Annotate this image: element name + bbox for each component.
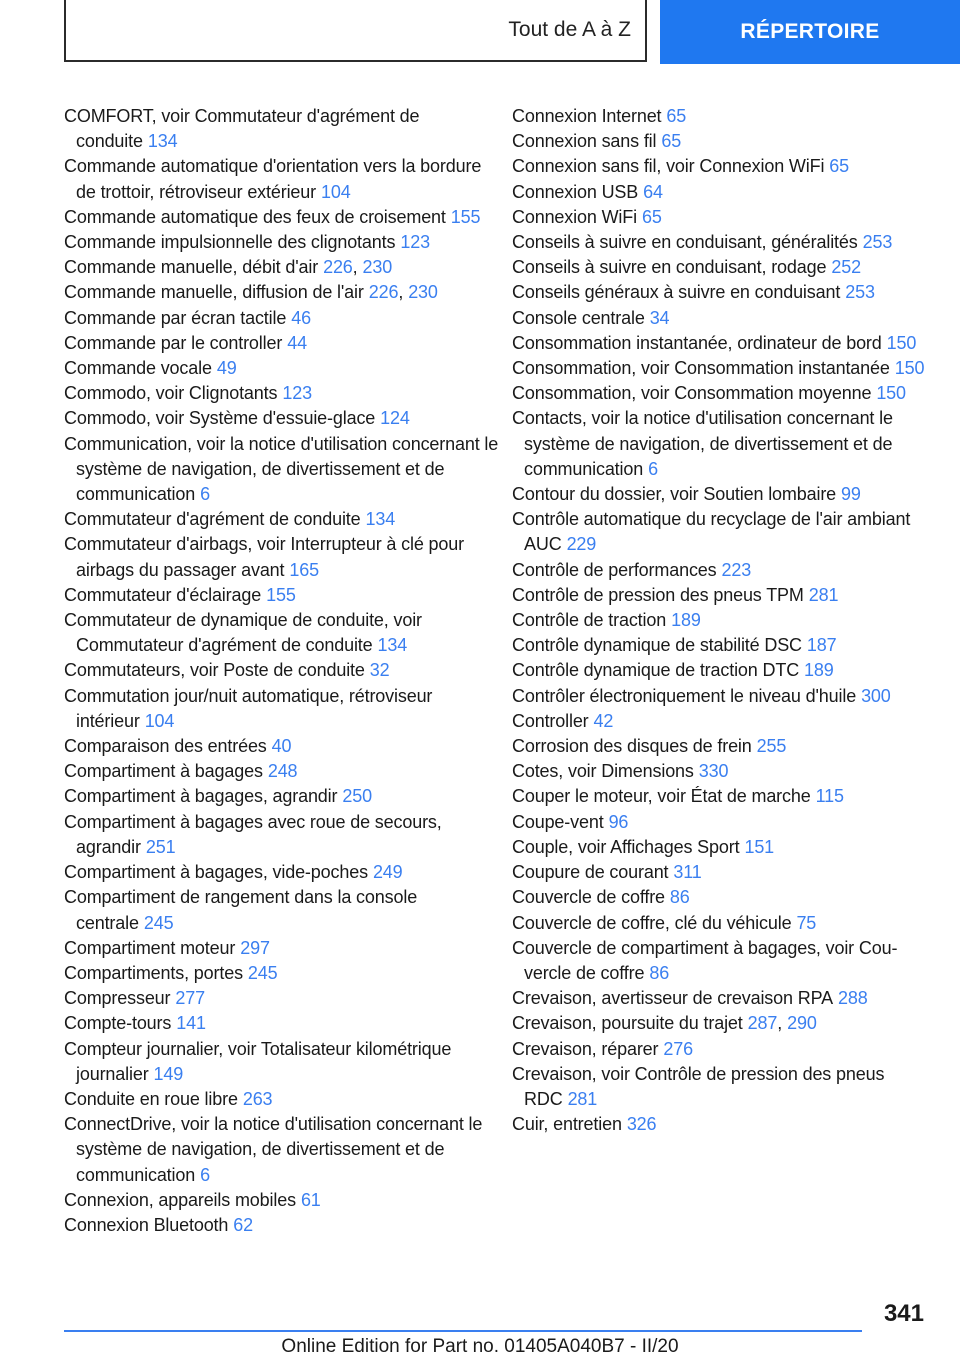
edition-text: Online Edition for Part no. 01405A040B7 - II/20 bbox=[281, 1336, 679, 1357]
index-entry bbox=[64, 1087, 504, 1112]
index-entry bbox=[64, 1188, 504, 1213]
page-link[interactable]: 64 bbox=[643, 181, 663, 202]
page-link[interactable]: 86 bbox=[649, 962, 670, 983]
page-link[interactable]: 149 bbox=[153, 1063, 184, 1084]
footer-edition bbox=[0, 1336, 960, 1358]
index-entry-text: Conseils à suivre en conduisant, rodage bbox=[512, 257, 827, 278]
page-link[interactable]: 330 bbox=[698, 761, 729, 782]
index-entry-text: Commande vocale bbox=[64, 358, 212, 379]
page-link[interactable]: 134 bbox=[365, 509, 396, 530]
index-entry-text: Commutateur d'éclairage bbox=[64, 584, 262, 605]
page-link[interactable]: 62 bbox=[233, 1214, 254, 1235]
index-entry-text: Contrôle de pression des pneus TPM bbox=[512, 584, 804, 605]
index-entry bbox=[512, 860, 932, 885]
page-link[interactable]: 65 bbox=[661, 131, 682, 152]
index-entry bbox=[64, 885, 504, 935]
page-link[interactable]: 251 bbox=[145, 836, 176, 857]
page-link[interactable]: 249 bbox=[372, 862, 403, 883]
index-entry bbox=[512, 784, 932, 809]
index-entry bbox=[512, 810, 932, 835]
page-link[interactable]: 226 bbox=[368, 282, 399, 303]
index-entry-text: Commutateur de dynamique de conduite, voir Commutateur d'agrément de conduite bbox=[64, 610, 422, 656]
page-link[interactable]: 297 bbox=[240, 937, 270, 958]
index-entry-text: Connexion Internet bbox=[512, 106, 662, 126]
index-entry bbox=[64, 986, 504, 1011]
page-link[interactable]: 226 bbox=[323, 257, 353, 278]
index-entry bbox=[512, 1062, 932, 1112]
index-entry bbox=[512, 709, 932, 734]
index-entry bbox=[64, 280, 504, 305]
page-link[interactable]: 86 bbox=[669, 887, 690, 908]
index-column-left bbox=[64, 104, 504, 1238]
index-entry bbox=[64, 1037, 504, 1087]
page-link[interactable]: 44 bbox=[287, 332, 307, 353]
index-entry bbox=[512, 356, 932, 381]
page-link[interactable]: 300 bbox=[861, 685, 891, 706]
page-link[interactable]: 281 bbox=[808, 584, 839, 605]
index-entry-text: Connexion sans fil, voir Connexion WiFi bbox=[512, 156, 825, 177]
header-tabs bbox=[64, 0, 960, 64]
page-link[interactable]: 245 bbox=[143, 912, 174, 933]
index-entry-text: Commande par écran tactile bbox=[64, 307, 287, 328]
page-link[interactable]: 141 bbox=[176, 1013, 206, 1034]
page-link[interactable]: 311 bbox=[673, 862, 702, 883]
page-link[interactable]: 255 bbox=[756, 736, 787, 757]
page-link[interactable]: 263 bbox=[242, 1088, 273, 1109]
page-link[interactable]: 189 bbox=[671, 610, 701, 631]
page-link[interactable]: 6 bbox=[648, 458, 658, 479]
page-link[interactable]: 104 bbox=[144, 710, 175, 731]
index-entry-text: Crevaison, avertisseur de crevaison RPA bbox=[512, 988, 833, 1009]
index-entry-text: Crevaison, voir Contrôle de pression des pneus RDC bbox=[512, 1063, 885, 1109]
page-link[interactable]: 6 bbox=[200, 484, 210, 505]
index-entry-text: Conseils généraux à suivre en conduisant bbox=[512, 282, 841, 303]
page-separator: , bbox=[777, 1013, 783, 1034]
index-entry bbox=[64, 1112, 504, 1188]
index-entry bbox=[512, 734, 932, 759]
index-entry bbox=[64, 759, 504, 784]
index-entry bbox=[512, 608, 932, 633]
index-entry bbox=[64, 608, 504, 658]
index-entry bbox=[64, 381, 504, 406]
page-link[interactable]: 290 bbox=[787, 1013, 817, 1034]
page-link[interactable]: 281 bbox=[567, 1088, 598, 1109]
index-entry bbox=[512, 835, 932, 860]
page-link[interactable]: 150 bbox=[876, 383, 906, 404]
index-entry-text: Compartiments, portes bbox=[64, 962, 243, 983]
index-entry bbox=[64, 658, 504, 683]
index-column-right bbox=[512, 104, 932, 1137]
index-entry bbox=[64, 331, 504, 356]
index-entry bbox=[64, 507, 504, 532]
page-link[interactable]: 288 bbox=[837, 988, 868, 1009]
page-link[interactable]: 223 bbox=[721, 559, 752, 580]
index-entry-text: Contacts, voir la notice d'utilisation concernant le système de navigation, de divertissement et de communication bbox=[512, 408, 893, 479]
page-link[interactable]: 151 bbox=[744, 836, 775, 857]
index-entry-text: Connexion Bluetooth bbox=[64, 1214, 229, 1235]
page-separator: , bbox=[398, 282, 404, 303]
index-entry-text: Consommation, voir Consommation moyenne bbox=[512, 383, 872, 404]
page-link[interactable]: 104 bbox=[321, 181, 351, 202]
page-link[interactable]: 32 bbox=[369, 660, 390, 681]
index-entry-text: Couvercle de coffre bbox=[512, 887, 665, 908]
index-entry bbox=[64, 734, 504, 759]
index-entry bbox=[512, 936, 932, 986]
index-entry bbox=[512, 658, 932, 683]
index-entry-text: Contrôle de performances bbox=[512, 559, 717, 580]
index-entry-text: Couvercle de compartiment à bagages, voir Couvercle de coffre bbox=[512, 937, 898, 983]
page-link[interactable]: 49 bbox=[216, 358, 237, 379]
index-entry-text: Conduite en roue libre bbox=[64, 1088, 238, 1109]
index-entry-text: Communication, voir la notice d'utilisation concernant le système de navigation, de divertissement et de communication bbox=[64, 433, 499, 505]
index-entry bbox=[512, 759, 932, 784]
page-link[interactable]: 115 bbox=[815, 786, 844, 807]
footer-rule bbox=[64, 1330, 862, 1332]
index-entry-text: Compartiment de rangement dans la console centrale bbox=[64, 887, 418, 933]
page-link[interactable]: 65 bbox=[829, 156, 850, 177]
index-entry-text: Cuir, entretien bbox=[512, 1114, 622, 1135]
page-link[interactable]: 155 bbox=[450, 206, 481, 227]
index-entry-text: Crevaison, poursuite du trajet bbox=[512, 1013, 743, 1034]
index-entry bbox=[512, 885, 932, 910]
index-entry bbox=[512, 1011, 932, 1036]
page-link[interactable]: 277 bbox=[175, 988, 205, 1009]
index-entry bbox=[64, 406, 504, 431]
page-link[interactable]: 150 bbox=[894, 358, 925, 379]
index-entry bbox=[512, 482, 932, 507]
index-entry-text: Contrôle dynamique de traction DTC bbox=[512, 660, 800, 681]
index-entry bbox=[512, 911, 932, 936]
index-entry-text: Commutateurs, voir Poste de conduite bbox=[64, 660, 365, 681]
page-link[interactable]: 253 bbox=[845, 282, 875, 303]
index-entry-text: Commande manuelle, débit d'air bbox=[64, 257, 319, 278]
index-entry-text: Compartiment à bagages, agrandir bbox=[64, 786, 338, 807]
page-link[interactable]: 155 bbox=[266, 584, 296, 605]
index-entry bbox=[64, 961, 504, 986]
index-entry bbox=[512, 507, 932, 557]
index-entry bbox=[512, 180, 932, 205]
index-entry-text: Coupe-vent bbox=[512, 811, 604, 832]
index-entry bbox=[512, 381, 932, 406]
page-link[interactable]: 134 bbox=[377, 635, 408, 656]
index-entry bbox=[512, 154, 932, 179]
tab-repertoire[interactable]: RÉPERTOIRE bbox=[660, 0, 960, 64]
index-entry-text: Contour du dossier, voir Soutien lombaire bbox=[512, 484, 837, 505]
index-entry-text: Controller bbox=[512, 710, 589, 731]
index-entry-text: Coupure de courant bbox=[512, 862, 669, 883]
index-entry-text: COMFORT, voir Commutateur d'agrément de conduite bbox=[64, 106, 420, 152]
page-link[interactable]: 150 bbox=[886, 332, 917, 353]
page-link[interactable]: 230 bbox=[362, 257, 393, 278]
index-entry bbox=[512, 633, 932, 658]
index-entry-text: Commande manuelle, diffusion de l'air bbox=[64, 282, 364, 303]
page-link[interactable]: 189 bbox=[804, 660, 834, 681]
index-entry-text: Connexion sans fil bbox=[512, 131, 657, 152]
page-link[interactable]: 96 bbox=[608, 811, 629, 832]
index-entry-text: Crevaison, réparer bbox=[512, 1038, 659, 1059]
index-entry bbox=[64, 532, 504, 582]
index-entry bbox=[512, 205, 932, 230]
index-entry bbox=[512, 1037, 932, 1062]
index-entry bbox=[512, 558, 932, 583]
index-entry bbox=[512, 986, 932, 1011]
index-entry-text: Commande automatique des feux de croisement bbox=[64, 206, 446, 227]
index-entry-text: Compartiment à bagages avec roue de secours, agrandir bbox=[64, 811, 442, 857]
index-entry-text: Contrôle dynamique de stabilité DSC bbox=[512, 635, 802, 656]
index-entry bbox=[512, 129, 932, 154]
index-entry-text: Compartiment à bagages bbox=[64, 761, 263, 782]
index-entry bbox=[64, 104, 504, 154]
index-entry-text: Commodo, voir Clignotants bbox=[64, 383, 278, 404]
index-entry-text: Cotes, voir Dimensions bbox=[512, 761, 694, 782]
index-entry bbox=[64, 230, 504, 255]
index-entry-text: Compteur journalier, voir Totalisateur kilométrique journalier bbox=[64, 1038, 452, 1084]
page-link[interactable]: 123 bbox=[282, 383, 312, 404]
page-link[interactable]: 42 bbox=[593, 710, 614, 731]
tab-tout-de-a-a-z[interactable]: Tout de A à Z bbox=[64, 0, 647, 62]
index-entry-text: Commande par le controller bbox=[64, 332, 283, 353]
index-entry bbox=[64, 583, 504, 608]
page-link[interactable]: 230 bbox=[408, 282, 438, 303]
index-entry-text: Couvercle de coffre, clé du véhicule bbox=[512, 912, 792, 933]
index-entry-text: Compartiment moteur bbox=[64, 937, 236, 958]
index-entry-text: Connexion USB bbox=[512, 181, 639, 202]
page-link[interactable]: 61 bbox=[300, 1189, 321, 1210]
page-link[interactable]: 65 bbox=[666, 106, 687, 126]
index-entry bbox=[64, 1011, 504, 1036]
index-entry-text: Contrôle automatique du recyclage de l'air ambiant AUC bbox=[512, 509, 911, 555]
index-entry bbox=[64, 860, 504, 885]
index-entry bbox=[512, 684, 932, 709]
index-entry bbox=[64, 784, 504, 809]
page-link[interactable]: 134 bbox=[147, 131, 178, 152]
page-link[interactable]: 287 bbox=[747, 1013, 778, 1034]
index-entry-text: Couple, voir Affichages Sport bbox=[512, 836, 740, 857]
index-entry bbox=[64, 255, 504, 280]
index-entry bbox=[64, 432, 504, 508]
page-link[interactable]: 250 bbox=[342, 786, 372, 807]
index-entry-text: Compte-tours bbox=[64, 1013, 172, 1034]
page-link[interactable]: 276 bbox=[663, 1038, 693, 1059]
index-entry bbox=[64, 1213, 504, 1238]
index-entry bbox=[512, 255, 932, 280]
page-link[interactable]: 40 bbox=[271, 736, 292, 757]
page-link[interactable]: 326 bbox=[626, 1114, 657, 1135]
index-entry bbox=[64, 306, 504, 331]
index-entry bbox=[512, 230, 932, 255]
index-entry bbox=[64, 684, 504, 734]
page-number: 341 bbox=[883, 1300, 924, 1327]
index-entry bbox=[64, 936, 504, 961]
page-link[interactable]: 124 bbox=[380, 408, 410, 429]
index-entry bbox=[512, 331, 932, 356]
page-link[interactable]: 248 bbox=[267, 761, 298, 782]
index-entry-text: Commutateur d'agrément de conduite bbox=[64, 509, 361, 530]
index-entry-text: Commutation jour/nuit automatique, rétroviseur intérieur bbox=[64, 685, 433, 731]
index-entry-text: Commodo, voir Système d'essuie-glace bbox=[64, 408, 376, 429]
index-entry bbox=[64, 205, 504, 230]
page-link[interactable]: 252 bbox=[831, 257, 861, 278]
page-link[interactable]: 75 bbox=[796, 912, 817, 933]
index-entry bbox=[512, 104, 932, 129]
page-link[interactable]: 46 bbox=[291, 307, 311, 328]
index-entry-text: Consommation, voir Consommation instantanée bbox=[512, 358, 890, 379]
index-entry bbox=[64, 154, 504, 204]
page-link[interactable]: 65 bbox=[641, 206, 662, 227]
index-entry-text: Console centrale bbox=[512, 307, 645, 328]
index-entry-text: Compartiment à bagages, vide-poches bbox=[64, 862, 368, 883]
page-link[interactable]: 34 bbox=[649, 307, 670, 328]
index-entry-text: Contrôle de traction bbox=[512, 610, 667, 631]
index-entry-text: Corrosion des disques de frein bbox=[512, 736, 752, 757]
index-entry-text: Commutateur d'airbags, voir Interrupteur à clé pour airbags du passager avant bbox=[64, 534, 464, 580]
index-entry bbox=[512, 306, 932, 331]
index-entry-text: Conseils à suivre en conduisant, généralités bbox=[512, 232, 858, 253]
page-link[interactable]: 165 bbox=[289, 559, 319, 580]
page-link[interactable]: 99 bbox=[841, 484, 861, 505]
index-entry-text: Connexion WiFi bbox=[512, 206, 637, 227]
page-link[interactable]: 187 bbox=[806, 635, 837, 656]
page-link[interactable]: 245 bbox=[247, 962, 278, 983]
page-link[interactable]: 253 bbox=[862, 232, 893, 253]
index-entry bbox=[64, 356, 504, 381]
index-entry-text: Contrôler électroniquement le niveau d'huile bbox=[512, 685, 857, 706]
index-entry-text: Commande automatique d'orientation vers la bordure de trottoir, rétroviseur extérieur bbox=[64, 156, 482, 202]
page-link[interactable]: 229 bbox=[566, 534, 597, 555]
index-entry bbox=[64, 810, 504, 860]
index-entry bbox=[512, 583, 932, 608]
index-entry-text: Commande impulsionnelle des clignotants bbox=[64, 232, 396, 253]
index-entry-text: Consommation instantanée, ordinateur de bord bbox=[512, 332, 882, 353]
page-separator: , bbox=[352, 257, 358, 278]
index-entry-text: Connexion, appareils mobiles bbox=[64, 1189, 296, 1210]
index-entry-text: ConnectDrive, voir la notice d'utilisation concernant le système de navigation, de divertissement et de communication bbox=[64, 1114, 483, 1185]
page-link[interactable]: 6 bbox=[200, 1164, 210, 1185]
index-entry-text: Couper le moteur, voir État de marche bbox=[512, 786, 811, 807]
index-entry bbox=[512, 280, 932, 305]
page-link[interactable]: 123 bbox=[400, 232, 430, 253]
index-entry-text: Compresseur bbox=[64, 988, 171, 1009]
index-entry bbox=[512, 1112, 932, 1137]
index-entry bbox=[512, 406, 932, 482]
index-entry-text: Comparaison des entrées bbox=[64, 736, 267, 757]
